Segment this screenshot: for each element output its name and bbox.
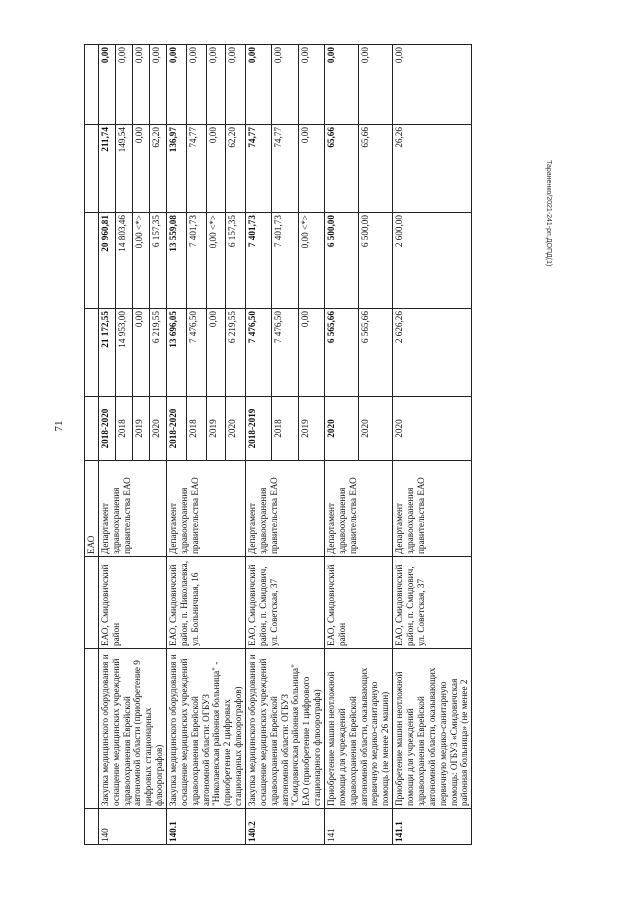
cell-total: 0,00 [206,309,226,397]
cell-federal: 7 401,73 [186,213,206,309]
cell-other: 0,00 [132,45,149,125]
row-name: Приобретение машин неотложной помощи для учреждений здравоохранения Еврейской автономной области, оказывающих первичную медико-санитарную помощь (не менее 26 машин) [325,649,393,809]
cell-federal: 7 401,73 [246,213,272,309]
cell-total: 6 219,55 [226,309,246,397]
cell-federal: 20 960,81 [98,213,115,309]
cell-year: 2020 [226,397,246,461]
cell-total: 13 696,05 [167,309,187,397]
cell-regional: 26,26 [393,125,472,213]
cell-other: 0,00 [149,45,166,125]
cell-regional: 211,74 [98,125,115,213]
header-row [85,45,99,845]
rotated-table-container [84,45,534,845]
cell-other: 0,00 [226,45,246,125]
cell-other: 0,00 [206,45,226,125]
budget-table [84,44,472,845]
row-executor: Департамент здравоохранения правительства ЕАО [246,461,325,557]
cell-total: 0,00 [298,309,324,397]
cell-year: 2020 [325,397,359,461]
cell-total: 2 626,26 [393,309,472,397]
cell-regional: 0,00 [206,125,226,213]
cell-other: 0,00 [186,45,206,125]
cell-total: 6 565,66 [325,309,359,397]
row-location: ЕАО, Смидовичский район [98,557,166,649]
row-id: 140.1 [167,809,246,845]
cell-federal: 7 401,73 [272,213,298,309]
cell-regional: 136,97 [167,125,187,213]
cell-federal: 0,00 <*> [132,213,149,309]
row-executor: Департамент здравоохранения правительства ЕАО [167,461,246,557]
page-number: 71 [53,420,65,432]
cell-federal: 0,00 <*> [206,213,226,309]
cell-regional: 74,77 [272,125,298,213]
row-executor: Департамент здравоохранения правительства ЕАО [98,461,166,557]
table-row [325,45,359,845]
cell-total: 7 476,50 [186,309,206,397]
cell-year: 2020 [359,397,393,461]
row-location: ЕАО, Смидовичский район, п. Смидович, ул. Советская, 37 [246,557,325,649]
cell-federal: 6 157,35 [226,213,246,309]
cell-other: 0,00 [167,45,187,125]
row-id: 140 [98,809,166,845]
row-location: ЕАО, Смидовичский район [325,557,393,649]
cell-federal: 13 559,08 [167,213,187,309]
row-executor: Департамент здравоохранения правительства ЕАО [393,461,472,557]
cell-year: 2019 [206,397,226,461]
footer-doc-ref: Тараненко/2021-241-рп.ДОПД(1) [545,160,552,267]
cell-year: 2018-2019 [246,397,272,461]
cell-other: 0,00 [298,45,324,125]
row-executor: Департамент здравоохранения правительства ЕАО [325,461,393,557]
cell-other: 0,00 [325,45,359,125]
cell-federal: 14 803,46 [115,213,132,309]
cell-total: 14 953,00 [115,309,132,397]
cell-total: 0,00 [132,309,149,397]
cell-regional: 149,54 [115,125,132,213]
row-location: ЕАО, Смидовичский район, п. Николаевка, ул. Больничная, 16 [167,557,246,649]
cell-regional: 74,77 [246,125,272,213]
cell-total: 6 219,55 [149,309,166,397]
cell-year: 2018 [186,397,206,461]
cell-year: 2020 [393,397,472,461]
cell-regional: 0,00 [298,125,324,213]
cell-total: 6 565,66 [359,309,393,397]
cell-regional: 62,20 [149,125,166,213]
cell-total: 7 476,50 [246,309,272,397]
cell-total: 7 476,50 [272,309,298,397]
cell-other: 0,00 [98,45,115,125]
cell-other: 0,00 [246,45,272,125]
cell-other: 0,00 [359,45,393,125]
header-executor: ЕАО [85,461,99,557]
cell-regional: 65,66 [325,125,359,213]
row-id: 141.1 [393,809,472,845]
cell-other: 0,00 [272,45,298,125]
cell-year: 2018-2020 [98,397,115,461]
row-name: Закупка медицинского оборудования и оснащение медицинских учреждений здравоохранения Еврейской автономной области: ОГБУЗ "Смидовичская районная больница" ЕАО (приобретение 1 цифрового стационарного флюорографа) [246,649,325,809]
row-id: 141 [325,809,393,845]
cell-federal: 2 600,00 [393,213,472,309]
row-location: ЕАО, Смидовичский район, п. Смидович, ул. Советская, 37 [393,557,472,649]
cell-federal: 6 500,00 [359,213,393,309]
cell-year: 2018 [272,397,298,461]
cell-regional: 74,77 [186,125,206,213]
cell-other: 0,00 [115,45,132,125]
cell-federal: 6 157,35 [149,213,166,309]
cell-total: 21 172,55 [98,309,115,397]
cell-year: 2019 [298,397,324,461]
cell-year: 2018 [115,397,132,461]
table-row [167,45,187,845]
cell-other: 0,00 [393,45,472,125]
row-name: Закупка медицинского оборудования и оснащение медицинских учреждений здравоохранения Еврейской автономной области (приобретение 9 цифровых стационарных флюорографов) [98,649,166,809]
cell-year: 2020 [149,397,166,461]
cell-federal: 6 500,00 [325,213,359,309]
cell-year: 2018-2020 [167,397,187,461]
table-body [85,45,472,845]
row-name: Приобретение машин неотложной помощи для учреждений здравоохранения Еврейской автономной области, оказывающих первичную медико-санитарную помощь: ОГБУЗ «Смидовичская районная больница» (не менее 2 [393,649,472,809]
cell-regional: 65,66 [359,125,393,213]
row-id: 140.2 [246,809,325,845]
table-row [98,45,115,845]
table-row [393,45,472,845]
cell-year: 2019 [132,397,149,461]
cell-federal: 0,00 <*> [298,213,324,309]
table-row [246,45,272,845]
row-name: Закупка медицинского оборудования и оснащение медицинских учреждений здравоохранения Еврейской автономной области: ОГБУЗ "Николаевская районная больница" - (приобретение 2 цифровых стационарных флюорографов) [167,649,246,809]
cell-regional: 62,20 [226,125,246,213]
cell-regional: 0,00 [132,125,149,213]
